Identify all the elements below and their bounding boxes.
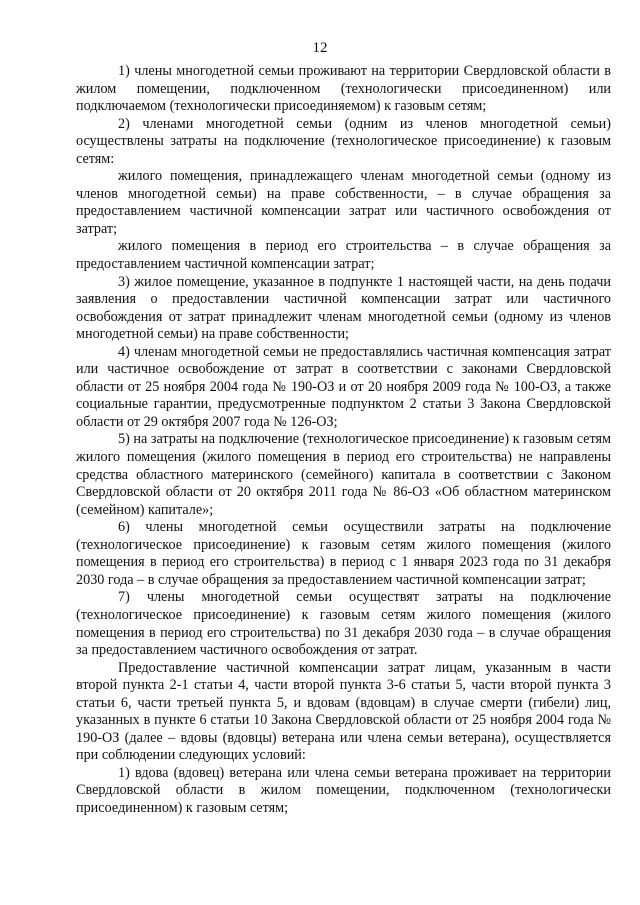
condition-2-owned-dwelling: жилого помещения, принадлежащего членам многодетной семьи (одному из членов многодетной семьи) на праве собственности, – в случае обращения за предоставлением частичной компенсации затрат или частичного освобождения от затрат;	[76, 168, 611, 237]
widows-condition-1-residence: 1) вдова (вдовец) ветерана или члена семьи ветерана проживает на территории Свердловской области в жилом помещении, подключенном (технологически присоединенном) к газовым сетям;	[76, 764, 611, 816]
document-body	[76, 63, 611, 818]
condition-5-no-maternity-capital: 5) на затраты на подключение (технологическое присоединение) к газовым сетям жилого помещения (жилого помещения в период его строительства) не направлены средства областного материнского (семейного) капитала в соответствии с Законом Свердловской области от 20 октября 2011 года № 86-ОЗ «Об областном материнском (семейном) капитале»;	[76, 431, 611, 518]
condition-7-future-expenses: 7) члены многодетной семьи осуществят затраты на подключение (технологическое присоединение) к газовым сетям жилого помещения (жилого помещения в период его строительства) по 31 декабря 2030 года – в случае обращения за предоставлением частичного освобождения от затрат.	[76, 589, 611, 659]
condition-3-ownership: 3) жилое помещение, указанное в подпункте 1 настоящей части, на день подачи заявления о предоставлении частичной компенсации затрат или частичного освобождения от затрат принадлежит членам многодетной семьи (одному из членов многодетной семьи) на праве собственности;	[76, 273, 611, 343]
condition-4-no-prior-compensation: 4) членам многодетной семьи не предоставлялись частичная компенсация затрат или частичное освобождение от затрат в соответствии с законами Свердловской области от 25 ноября 2004 года № 190-ОЗ и от 20 ноября 2009 года № 100-ОЗ, а также социальные гарантии, предусмотренные подпунктом 2 статьи 3 Закона Свердловской области от 29 октября 2007 года № 126-ОЗ;	[76, 343, 611, 430]
condition-2-dwelling-under-construction: жилого помещения в период его строительства – в случае обращения за предоставлением частичной компенсации затрат;	[76, 238, 611, 273]
page-number: 12	[312, 40, 328, 56]
condition-2-expenses: 2) членами многодетной семьи (одним из членов многодетной семьи) осуществлены затраты на подключение (технологическое присоединение) к газовым сетям:	[76, 115, 611, 167]
widows-compensation-paragraph: Предоставление частичной компенсации затрат лицам, указанным в части второй пункта 2-1 статьи 4, части второй пункта 3-6 статьи 5, части второй пункта 3 статьи 6, части третьей пункта 5, и вдовам (вдовцам) в случае смерти (гибели) лиц, указанных в пункте 6 статьи 10 Закона Свердловской области от 25 ноября 2004 года № 190-ОЗ (далее – вдовы (вдовцы) ветерана или члена семьи ветерана), осуществляется при соблюдении следующих условий:	[76, 659, 611, 764]
condition-1-residence: 1) члены многодетной семьи проживают на территории Свердловской области в жилом помещении, подключенном (технологически присоединенном) или подключаемом (технологически присоединяемом) к газовым сетям;	[76, 63, 611, 115]
condition-6-expense-period: 6) члены многодетной семьи осуществили затраты на подключение (технологическое присоединение) к газовым сетям жилого помещения (жилого помещения в период его строительства) в период с 1 января 2023 года по 31 декабря 2030 года – в случае обращения за предоставлением частичной компенсации затрат;	[76, 519, 611, 588]
